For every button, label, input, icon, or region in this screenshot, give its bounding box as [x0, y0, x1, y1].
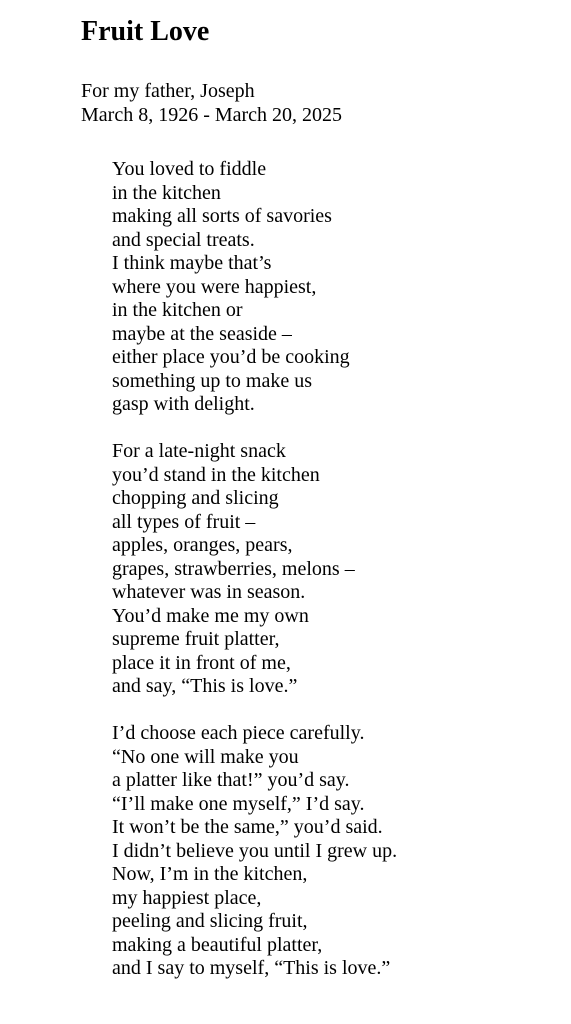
poem-line: and special treats. — [112, 228, 255, 251]
poem-line: I’d choose each piece carefully. — [112, 722, 365, 744]
stanza-3 — [112, 722, 397, 981]
poem-line: maybe at the seaside – — [112, 322, 292, 345]
poem-body — [112, 158, 397, 1004]
poem-line: place it in front of me, — [112, 651, 291, 674]
poem-line: gasp with delight. — [112, 393, 255, 415]
poem-line: in the kitchen or — [112, 299, 243, 321]
poem-line: You’d make me my own — [112, 604, 309, 627]
poem-line: making a beautiful platter, — [112, 933, 323, 956]
poem-line: all types of fruit – — [112, 510, 256, 533]
poem-line: supreme fruit platter, — [112, 628, 280, 650]
poem-line: peeling and slicing fruit, — [112, 910, 308, 932]
poem-line: “No one will make you — [112, 745, 299, 768]
poem-line: chopping and slicing — [112, 487, 279, 509]
poem-line: It won’t be the same,” you’d said. — [112, 816, 383, 838]
dedication — [81, 80, 342, 127]
poem-line: you’d stand in the kitchen — [112, 463, 320, 486]
poem-line: I didn’t believe you until I grew up. — [112, 839, 398, 862]
poem-line: a platter like that!” you’d say. — [112, 769, 350, 791]
stanza-2 — [112, 440, 397, 699]
poem-line: making all sorts of savories — [112, 205, 332, 227]
poem-line: and I say to myself, “This is love.” — [112, 957, 391, 979]
poem-line: in the kitchen — [112, 181, 221, 204]
poem-line: something up to make us — [112, 369, 312, 392]
poem-line: For a late-night snack — [112, 440, 286, 462]
dedication-dates: March 8, 1926 - March 20, 2025 — [81, 103, 343, 126]
stanza-1 — [112, 158, 397, 417]
poem-line: either place you’d be cooking — [112, 346, 350, 368]
poem-title: Fruit Love — [81, 16, 210, 47]
poem-line: I think maybe that’s — [112, 252, 272, 274]
dedication-line: For my father, Joseph — [81, 80, 255, 102]
poem-line: “I’ll make one myself,” I’d say. — [112, 792, 365, 815]
poem-line: apples, oranges, pears, — [112, 534, 293, 556]
poem-line: my happiest place, — [112, 886, 262, 909]
poem-line: You loved to fiddle — [112, 158, 267, 180]
poem-line: whatever was in season. — [112, 581, 306, 603]
poem-line: grapes, strawberries, melons – — [112, 557, 355, 580]
poem-line: Now, I’m in the kitchen, — [112, 863, 308, 885]
poem-line: where you were happiest, — [112, 275, 317, 298]
poem-line: and say, “This is love.” — [112, 675, 298, 697]
